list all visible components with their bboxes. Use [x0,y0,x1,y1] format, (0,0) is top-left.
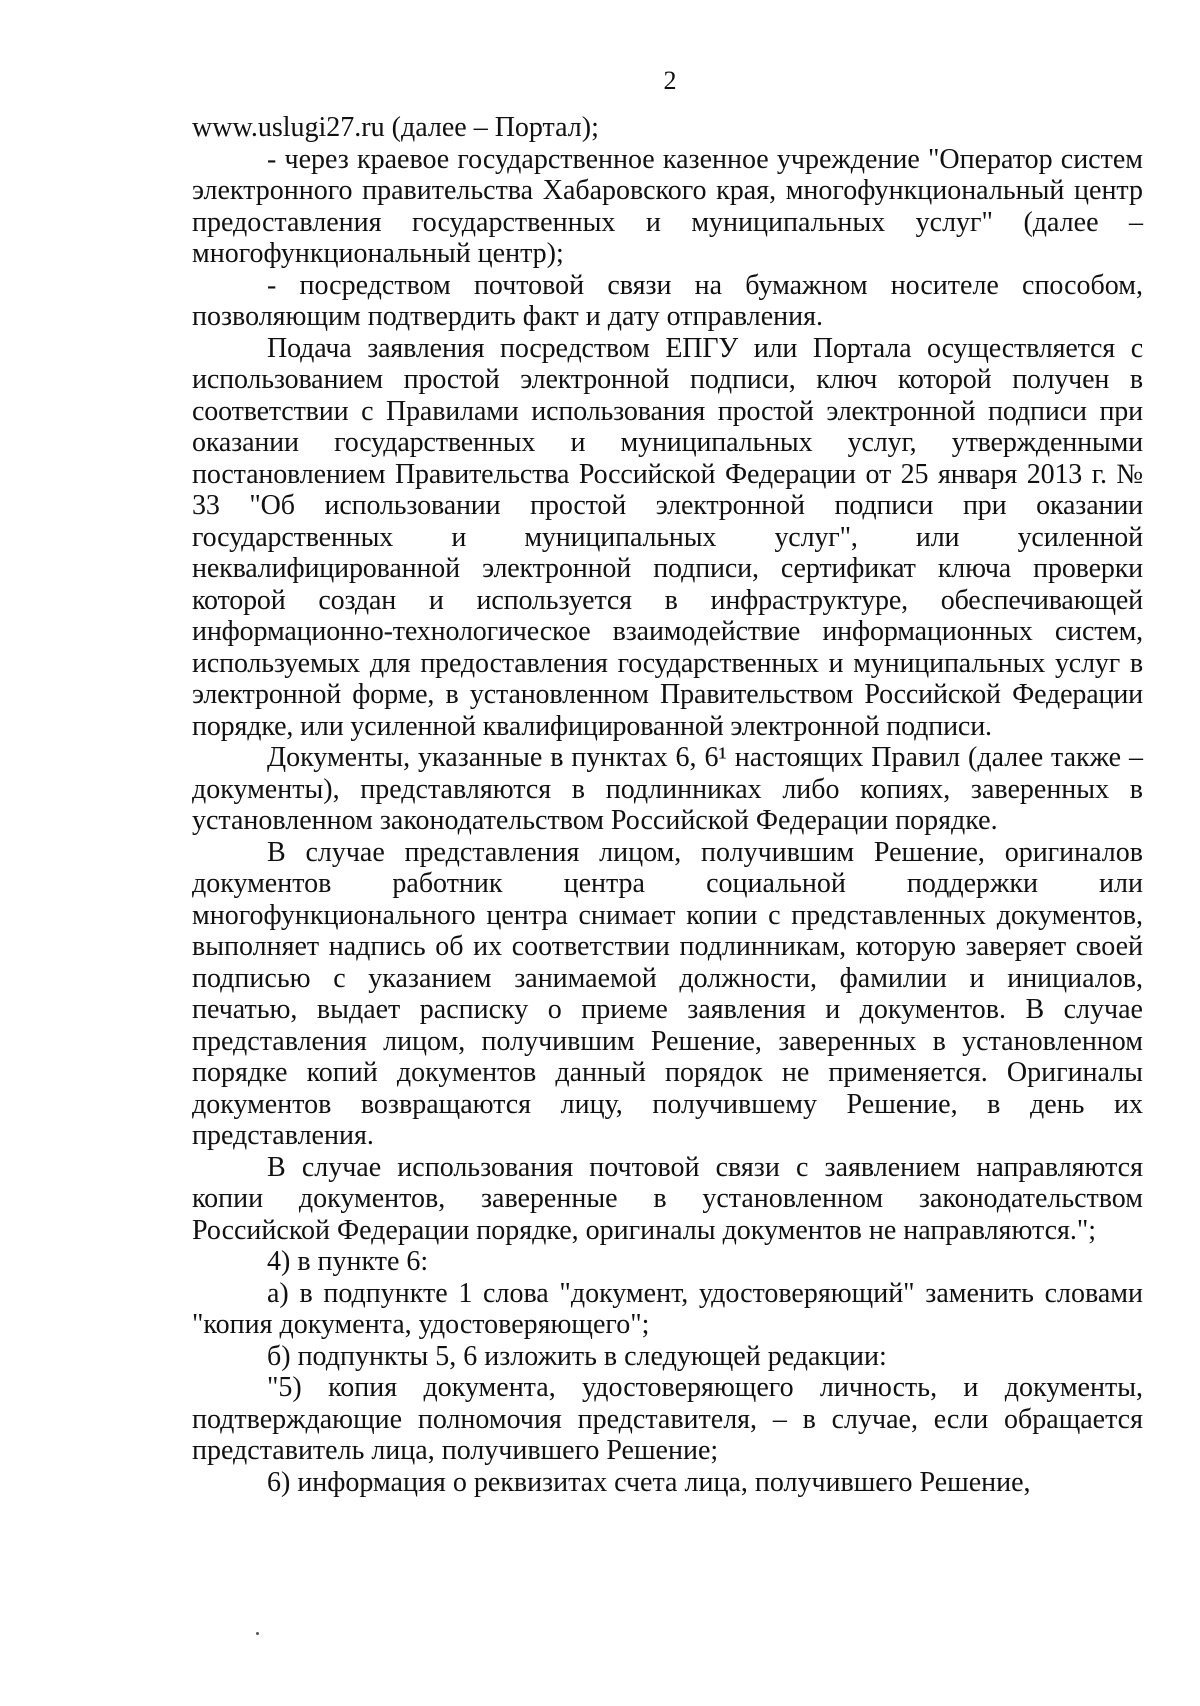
paragraph-e-signature: Подача заявления посредством ЕПГУ или Портала осуществляется с использованием простой электронной подписи, ключ которой получен в соответствии с Правилами использования простой электронной подписи при оказании государственных и муниципальных услуг, утвержденными постановлением Правительства Российской Федерации от 25 января 2013 г. № 33 "Об использовании простой электронной подписи при оказании государственных и муниципальных услуг", или усиленной неквалифицированной электронной подписи, сертификат ключа проверки которой создан и используется в инфраструктуре, обеспечивающей информационно-технологическое взаимодействие информационных систем, используемых для предоставления государственных и муниципальных услуг в электронной форме, в установленном Правительством Российской Федерации порядке, или усиленной квалифицированной электронной подписи. [192,332,1143,742]
paragraph-item-4: 4) в пункте 6: [267,1246,429,1277]
paragraph-postal: - посредством почтовой связи на бумажном носителе способом, позволяющим подтвердить факт и дату отправления. [192,269,1143,332]
document-body [192,112,1143,1498]
paragraph-postal-copies: В случае использования почтовой связи с заявлением направляются копии документов, заверенные в установленном законодательством Российской Федерации порядке, оригиналы документов не направляются."; [192,1151,1143,1246]
paragraph-subitem-6: 6) информация о реквизитах счета лица, получившего Решение, [267,1466,1031,1498]
scan-speck [256,1632,259,1635]
page-number: 2 [663,66,677,95]
paragraph-portal-url: www.uslugi27.ru (далее – Портал); [192,112,599,143]
paragraph-subitem-a: а) в подпункте 1 слова "документ, удостоверяющий" заменить словами "копия документа, удостоверяющего"; [192,1277,1143,1340]
paragraph-documents: Документы, указанные в пунктах 6, 6¹ настоящих Правил (далее также – документы), представляются в подлинниках либо копиях, заверенных в установленном законодательством Российской Федерации порядке. [192,742,1143,836]
paragraph-originals: В случае представления лицом, получившим Решение, оригиналов документов работник центра социальной поддержки или многофункционального центра снимает копии с представленных документов, выполняет надпись об их соответствии подлинникам, которую заверяет своей подписью с указанием занимаемой должности, фамилии и инициалов, печатью, выдает расписку о приеме заявления и документов. В случае представления лицом, получившим Решение, заверенных в установленном порядке копий документов данный порядок не применяется. Оригиналы документов возвращаются лицу, получившему Решение, в день их представления. [192,836,1143,1151]
paragraph-mfc: - через краевое государственное казенное учреждение "Оператор систем электронного правительства Хабаровского края, многофункциональный центр предоставления государственных и муниципальных услуг" (далее – многофункциональный центр); [192,143,1143,269]
paragraph-subitem-5: "5) копия документа, удостоверяющего личность, и документы, подтверждающие полномочия представителя, – в случае, если обращается представитель лица, получившего Решение; [192,1372,1143,1466]
paragraph-subitem-b: б) подпункты 5, 6 изложить в следующей редакции: [267,1340,887,1372]
